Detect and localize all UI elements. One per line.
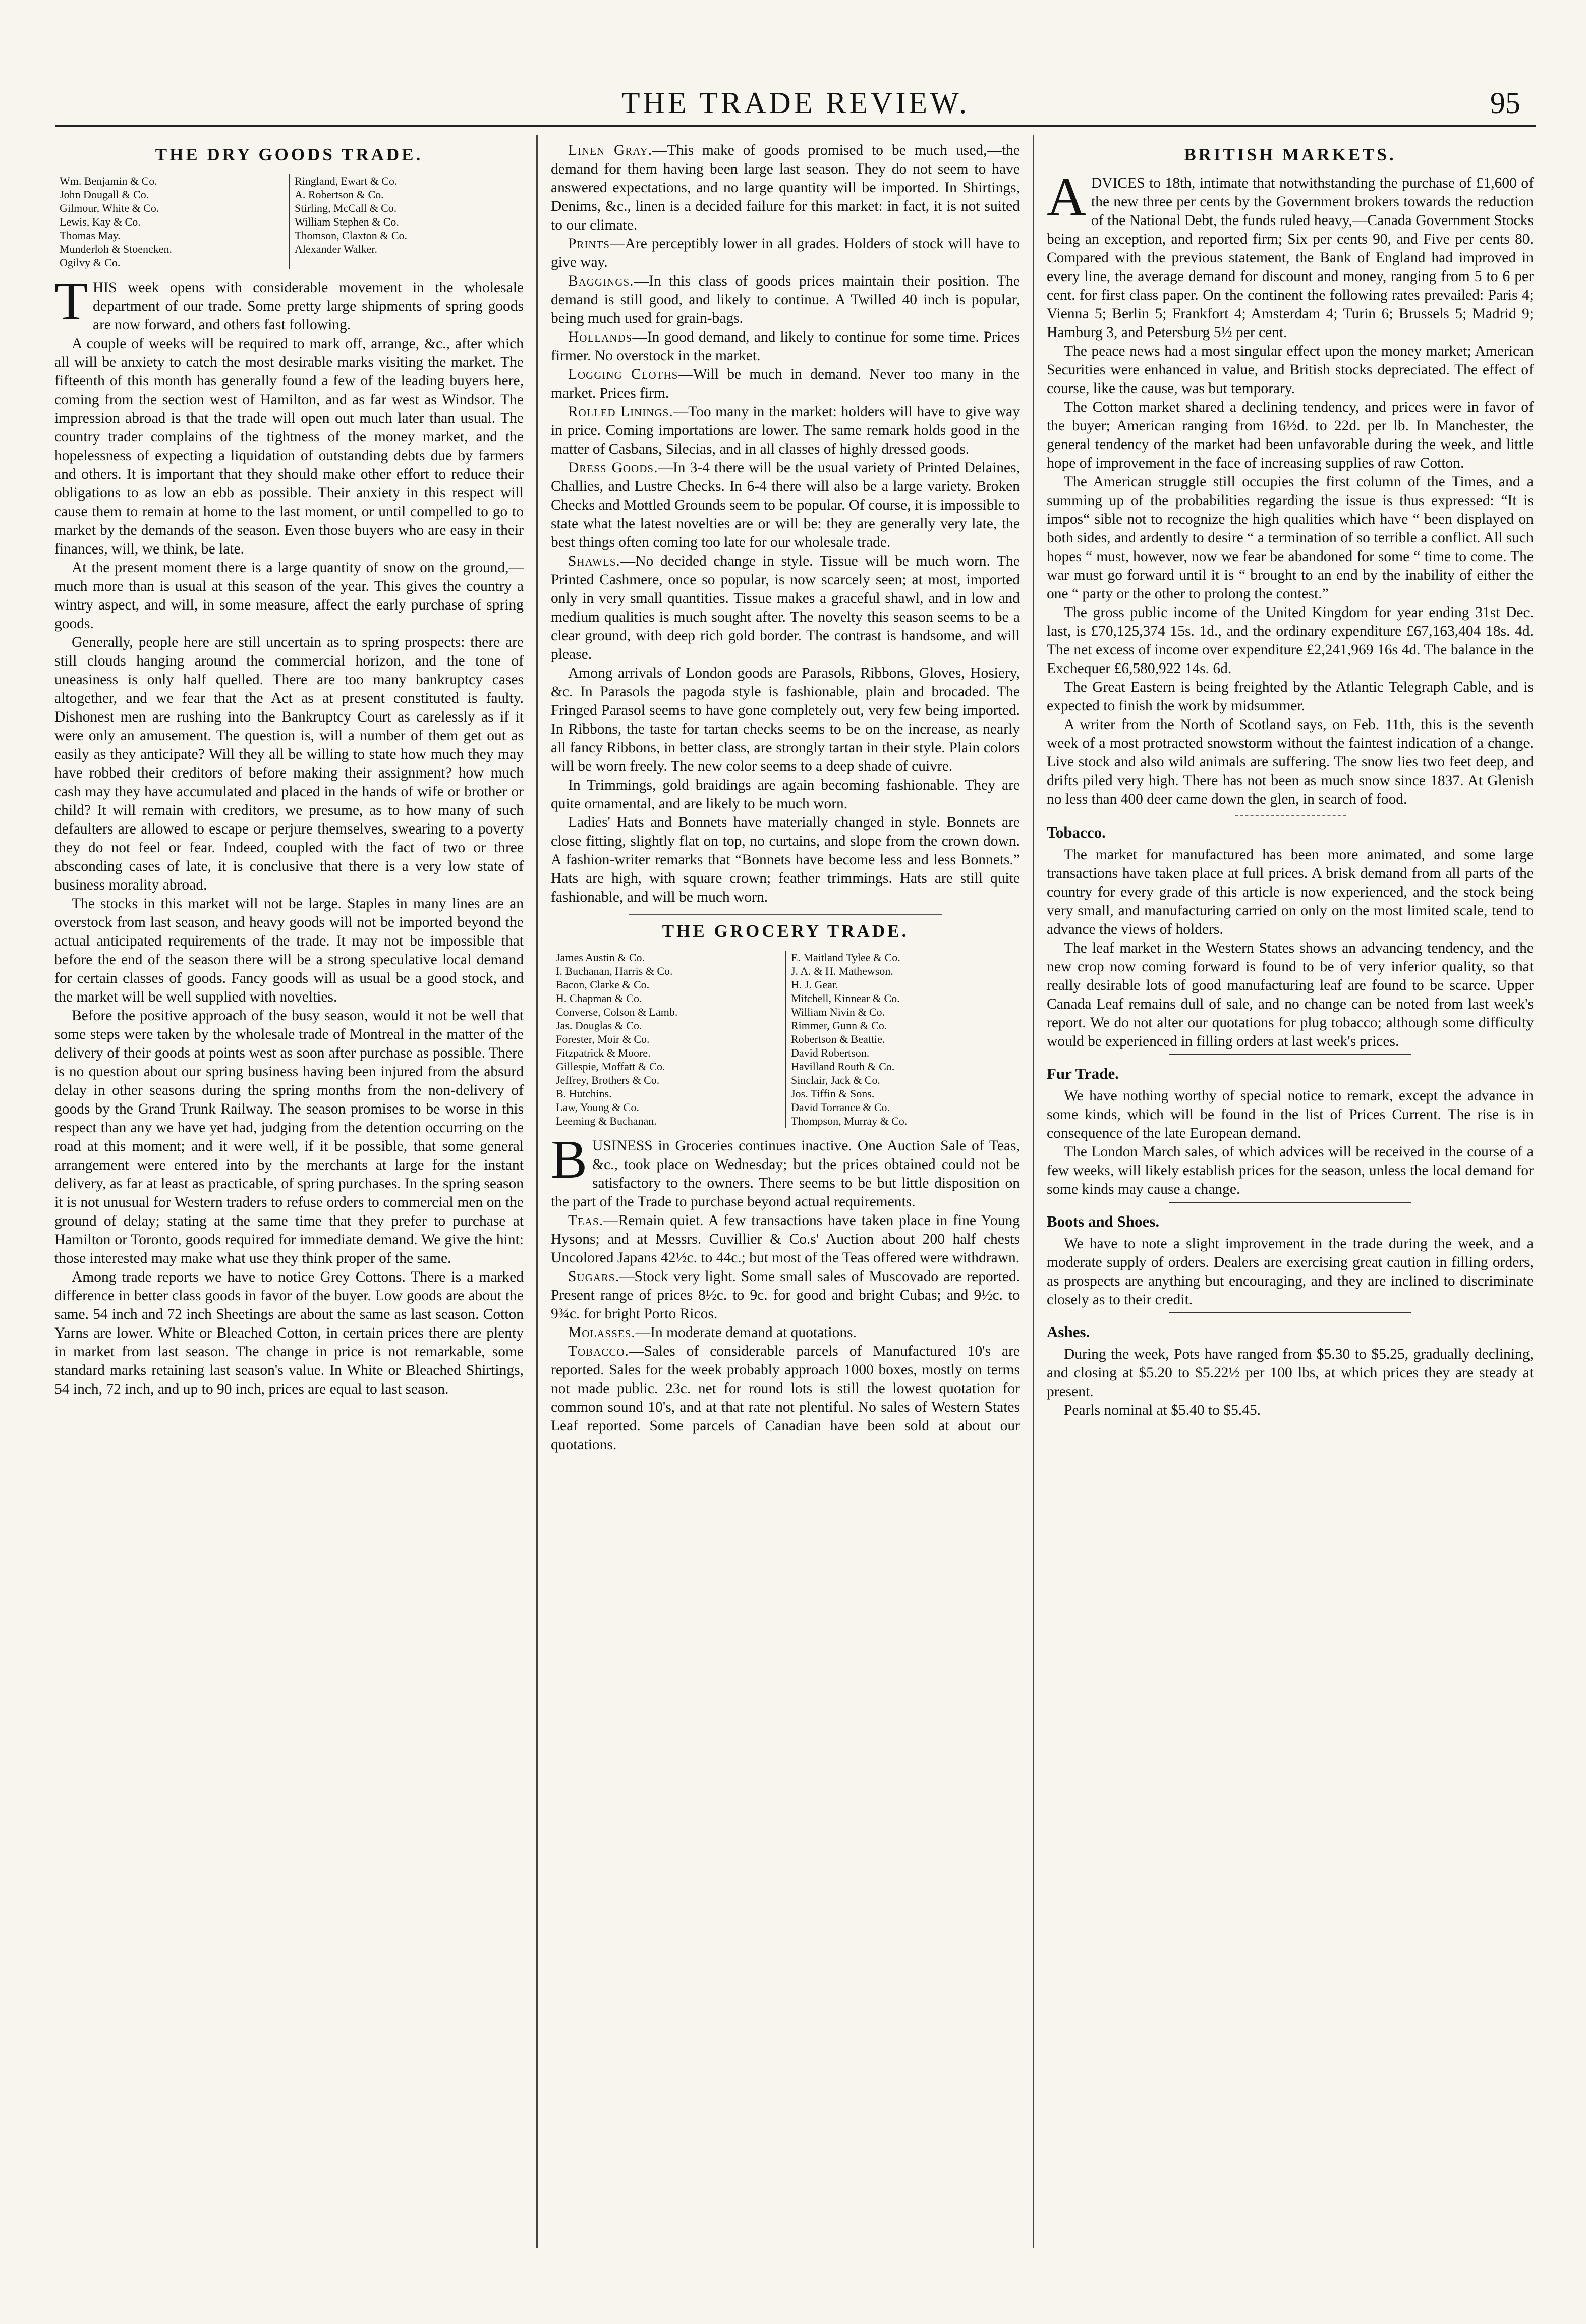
market-item xyxy=(551,235,1020,272)
section-title-british-markets: BRITISH MARKETS. xyxy=(1184,145,1396,164)
subhead-boots-and-shoes: Boots and Shoes. xyxy=(1047,1212,1160,1230)
section-title-dry-goods: THE DRY GOODS TRADE. xyxy=(155,145,423,164)
section-divider xyxy=(1235,815,1346,816)
market-item xyxy=(551,403,1020,459)
firm-name: A. Robertson & Co. xyxy=(295,188,384,201)
market-item xyxy=(551,1342,1020,1454)
item-text: —In moderate demand at quotations. xyxy=(635,1324,857,1341)
dry-goods-items xyxy=(551,141,1020,664)
paragraph: The peace news had a most singular effect upon the money market; American Securities were enhanced in value, and British stocks depreciated. The effect of course, like the cause, was but temporary. xyxy=(1047,343,1534,397)
drop-cap: T xyxy=(54,271,88,331)
item-heading: Baggings. xyxy=(568,273,634,289)
column-dry-goods xyxy=(54,141,524,2248)
item-text: —No decided change in style. Tissue will be much worn. The Printed Cashmere, once so popular, is now scarcely seen; at most, imported only in very small quantities. Tissue makes a graceful shawl, and in low and medium qualities is much sought after. The novelty this season seems to be a clear ground, with deep rich gold border. The contrast is handsome, and will please. xyxy=(551,553,1020,662)
firm-name: Converse, Colson & Lamb. xyxy=(556,1006,678,1018)
firm-name: Gilmour, White & Co. xyxy=(60,202,159,214)
column-divider xyxy=(1033,135,1034,2248)
ashes-body xyxy=(1047,1345,1534,1420)
firm-name: Ringland, Ewart & Co. xyxy=(295,175,398,187)
paragraph: We have nothing worthy of special notice to remark, except the advance in some kinds, which will be found in the list of Prices Current. The rise is in consequence of the late European demand. xyxy=(1047,1088,1534,1141)
item-heading: Shawls. xyxy=(568,553,620,569)
firm-name: J. A. & H. Mathewson. xyxy=(791,965,893,977)
dry-goods-body xyxy=(54,335,524,1399)
firm-name: Munderloh & Stoencken. xyxy=(60,243,173,255)
paragraph: The stocks in this market will not be large. Staples in many lines are an overstock from last season, and heavy goods will not be imported beyond the actual anticipated requirements of the trade. It may not be impossible that before the end of the season there will be a strong speculative local demand for certain classes of goods. Fancy goods will as usual be a good stock, and the market will be well supplied with novelties. xyxy=(54,896,524,1005)
british-markets-lead-paragraph xyxy=(1047,167,1534,342)
paragraph: The London March sales, of which advices will be received in the course of a few weeks, will likely establish prices for the season, unless the local demand for some kinds may cause a change. xyxy=(1047,1144,1534,1197)
firm-name: E. Maitland Tylee & Co. xyxy=(791,951,900,964)
firm-name: Bacon, Clarke & Co. xyxy=(556,978,650,991)
paragraph: At the present moment there is a large quantity of snow on the ground,—much more than is usual at this season of the year. This gives the country a wintry aspect, and will, in some measure, affect the early purchase of spring goods. xyxy=(54,560,524,632)
paragraph: The leaf market in the Western States shows an advancing tendency, and the new crop now coming forward is found to be of very inferior quality, so that really desirable lots of good manufacturing leaf are found to be scarce. Upper Canada Leaf remains dull of sale, and no change can be noted from last week's report. We do not alter our quotations for plug tobacco; although some difficulty would be experienced in filling orders at last week's prices. xyxy=(1047,940,1534,1049)
lead-text: HIS week opens with considerable movement in the wholesale department of our trade. Some pretty large shipments of spring goods are now forward, and others fast following. xyxy=(92,280,524,333)
firm-name: Jas. Douglas & Co. xyxy=(556,1019,642,1032)
firm-name: William Stephen & Co. xyxy=(295,215,399,228)
item-heading: Teas. xyxy=(568,1212,604,1229)
item-text: —Too many in the market: holders will have to give way in price. Coming importations are lower. The same remark holds good in the matter of Casbans, Silecias, and in all classes of highly dressed goods. xyxy=(551,404,1020,457)
market-item xyxy=(551,1267,1020,1323)
section-divider xyxy=(1169,1312,1411,1313)
firm-name: Sinclair, Jack & Co. xyxy=(791,1074,880,1086)
paragraph: The gross public income of the United Kingdom for year ending 31st Dec. last, is £70,125,374 15s. 1d., and the ordinary expenditure £67,163,404 18s. 4d. The net excess of income over expenditure £2,241,969 16s 4d. The balance in the Exchequer £6,580,922 14s. 6d. xyxy=(1047,604,1534,677)
firm-name: Leeming & Buchanan. xyxy=(556,1115,657,1127)
paragraph: Ladies' Hats and Bonnets have materially changed in style. Bonnets are close fitting, slightly flat on top, no curtains, and slope from the crown down. A fashion-writer remarks that “Bonnets have become less and less Bonnets.” Hats are high, with square crown; feather trimmings. Hats are still quite fashionable, and will be much worn. xyxy=(551,814,1020,905)
paragraph: A writer from the North of Scotland says, on Feb. 11th, this is the seventh week of a most protracted snowstorm without the faintest indication of a change. Live stock and also wild animals are suffering. The snow lies two feet deep, and drifts piled very high. There has not been as much snow since 1837. At Glenish no less than 400 deer came down the glen, in search of food. xyxy=(1047,716,1534,807)
grocery-firm-list xyxy=(551,951,1020,1128)
item-heading: Dress Goods. xyxy=(568,460,658,476)
firm-list-left xyxy=(551,951,785,1128)
item-text: —In this class of goods prices maintain their position. The demand is still good, and likely to continue. A Twilled 40 inch is popular, being much used for grain-bags. xyxy=(551,273,1020,326)
column-divider xyxy=(536,135,538,2248)
dry-goods-firm-list xyxy=(54,174,524,269)
firm-name: Mitchell, Kinnear & Co. xyxy=(791,992,900,1005)
item-heading: Rolled Linings. xyxy=(568,404,673,420)
market-item xyxy=(551,552,1020,664)
drop-cap: A xyxy=(1047,167,1086,227)
item-text: —Stock very light. Some small sales of Muscovado are reported. Present range of prices 8½c. to 9c. for good and bright Cubas; and 9½c. to 9¾c. for bright Porto Ricos. xyxy=(551,1268,1020,1322)
firm-name: Robertson & Beattie. xyxy=(791,1033,885,1045)
grocery-lead-paragraph xyxy=(551,1130,1020,1211)
paragraph: During the week, Pots have ranged from $5.30 to $5.25, gradually declining, and closing at $5.20 to $5.22½ per 100 lbs, at which prices they are steady at present. xyxy=(1047,1346,1534,1400)
paragraph: Pearls nominal at $5.40 to $5.45. xyxy=(1064,1402,1261,1418)
item-heading: Tobacco. xyxy=(568,1343,629,1359)
grocery-items xyxy=(551,1211,1020,1454)
dry-goods-lead-paragraph xyxy=(54,271,524,335)
item-heading: Hollands xyxy=(568,329,633,345)
lead-text: DVICES to 18th, intimate that notwithstanding the purchase of £1,600 of the new three per cents by the Government brokers towards the reduction of the National Debt, the funds ruled heavy,—Canada Government Stocks being an exception, and reported firm; Six per cents 90, and Five per cents 80. Compared with the previous statement, the Bank of England had improved in every line, the average demand for discount and money, ranging from 5 to 6 per cent. for first class paper. On the continent the following rates prevailed: Paris 4; Vienna 5; Berlin 5; Frankfort 4; Amsterdam 4; Turin 6; Brussels 5; Madrid 9; Hamburg 3, and Petersburg 5½ per cent. xyxy=(1047,175,1534,341)
paragraph: A couple of weeks will be required to mark off, arrange, &c., after which all will be anxiety to catch the most desirable marks visiting the market. The fifteenth of this month has generally found a few of the leading buyers here, coming from the section west of Hamilton, and as far west as Windsor. The impression abroad is that the trade will open out much later than usual. The country trader complains of the tightness of the money market, and the hopelessness of expecting a liquidation of outstanding debts due by farmers and others. It is important that they should make other effort to reduce their obligations to as low an ebb as possible. Their anxiety in this respect will cause them to remain at home to the last moment, or until compelled to go to market by the demands of the season. Even those buyers who are easy in their finances, will, we think, be late. xyxy=(54,336,524,557)
firm-name: Wm. Benjamin & Co. xyxy=(60,175,157,187)
item-heading: Prints xyxy=(568,236,610,252)
firm-name: Jeffrey, Brothers & Co. xyxy=(556,1074,660,1086)
firm-list-right xyxy=(785,951,1020,1128)
subhead-tobacco: Tobacco. xyxy=(1047,823,1106,841)
firm-name: Lewis, Kay & Co. xyxy=(60,215,141,228)
section-title-grocery: THE GROCERY TRADE. xyxy=(662,921,909,941)
market-item xyxy=(551,141,1020,235)
firm-list-left xyxy=(54,174,289,269)
lead-text: USINESS in Groceries continues inactive. One Auction Sale of Teas, &c., took place on Wednesday; but the prices obtained could not be satisfactory to the owners. There seems to be but little disposition on the part of the Trade to purchase beyond actual requirements. xyxy=(551,1138,1020,1210)
firm-name: Havilland Routh & Co. xyxy=(791,1060,895,1073)
section-divider xyxy=(1169,1054,1411,1055)
paragraph: Among trade reports we have to notice Grey Cottons. There is a marked difference in better class goods in favor of the buyer. Low goods are about the same. 54 inch and 72 inch Sheetings are about the same as last season. Cotton Yarns are lower. White or Bleached Cotton, in certain prices there are plenty in market from last season. The change in price is not remarkable, some standard marks retaining last season's value. In White or Bleached Shirtings, 54 inch, 72 inch, and up to 90 inch, prices are equal to last season. xyxy=(54,1269,524,1397)
british-markets-body xyxy=(1047,342,1534,809)
market-item xyxy=(551,365,1020,403)
column-british-markets xyxy=(1047,141,1534,2248)
firm-name: John Dougall & Co. xyxy=(60,188,149,201)
paragraph: The Great Eastern is being freighted by the Atlantic Telegraph Cable, and is expected to finish the work by midsummer. xyxy=(1047,679,1534,714)
section-divider xyxy=(629,914,942,915)
paragraph: The American struggle still occupies the first column of the Times, and a summing up of the probabilities regarding the issue is thus expressed: “It is impos“ sible not to recognize the high qualities which have “ been displayed on both sides, and ardently to desire “ a termination of so terrible a conflict. All such hopes “ must, however, now we fear be abandoned for some “ time to come. The war must go forward until it is “ brought to an end by the inability of either the one “ party or the other to prolong the contest.” xyxy=(1047,474,1534,602)
firm-name: Thomas May. xyxy=(60,229,121,242)
page-number: 95 xyxy=(1490,86,1520,120)
market-item xyxy=(551,1323,1020,1342)
firm-name: I. Buchanan, Harris & Co. xyxy=(556,965,673,977)
firm-name: Jos. Tiffin & Sons. xyxy=(791,1087,875,1100)
firm-name: H. Chapman & Co. xyxy=(556,992,642,1005)
firm-name: Law, Young & Co. xyxy=(556,1101,639,1114)
item-text: —Sales of considerable parcels of Manufactured 10's are reported. Sales for the week probably approach 1000 boxes, mostly on terms not made public. 23c. net for round lots is still the lowest quotation for common sound 10's, and at that rate not plentiful. No sales of Western States Leaf reported. Some parcels of Canadian have been sold at about our quotations. xyxy=(551,1343,1020,1453)
boots-and-shoes-body xyxy=(1047,1235,1534,1309)
firm-name: James Austin & Co. xyxy=(556,951,645,964)
market-item xyxy=(551,459,1020,552)
paragraph: We have to note a slight improvement in the trade during the week, and a moderate supply of orders. Dealers are exercising great caution in filling orders, as prospects are anything but encouraging, and they are inclined to discriminate closely as to their credit. xyxy=(1047,1236,1534,1308)
column-dry-goods-continued xyxy=(551,141,1020,2248)
firm-name: B. Hutchins. xyxy=(556,1087,612,1100)
section-divider xyxy=(1169,1202,1411,1203)
firm-name: William Nivin & Co. xyxy=(791,1006,885,1018)
dry-goods-body-continued xyxy=(551,664,1020,907)
item-heading: Linen Gray. xyxy=(568,142,653,158)
firm-name: Forester, Moir & Co. xyxy=(556,1033,650,1045)
subhead-fur-trade: Fur Trade. xyxy=(1047,1065,1119,1082)
firm-name: H. J. Gear. xyxy=(791,978,838,991)
page-header xyxy=(55,76,1536,120)
item-text: —In 3-4 there will be the usual variety of Printed Delaines, Challies, and Lustre Checks. In 6-4 there will also be a large variety. Broken Checks and Mottled Grounds seem to be popular. Of course, it is impossible to state what the latest novelties are or will be: they are generally very late, the best things often coming too late for our wholesale trade. xyxy=(551,460,1020,550)
firm-name: David Robertson. xyxy=(791,1046,870,1059)
item-heading: Logging Cloths xyxy=(568,366,678,382)
firm-name: Ogilvy & Co. xyxy=(60,256,121,269)
market-item xyxy=(551,328,1020,365)
tobacco-body xyxy=(1047,846,1534,1051)
paragraph: Among arrivals of London goods are Parasols, Ribbons, Gloves, Hosiery, &c. In Parasols the pagoda style is fashionable, plain and brocaded. The Fringed Parasol seems to have gone completely out, very few being imported. In Ribbons, the taste for tartan checks seems to be on the increase, as nearly all fancy Ribbons, in better class, are strongly tartan in their style. Plain colors will be worn freely. The new color seems to a deep shade of cuivre. xyxy=(551,665,1020,774)
paragraph: Generally, people here are still uncertain as to spring prospects: there are still clouds hanging around the commercial horizon, and the tone of uneasiness is only half quelled. There are too many bankruptcy cases altogether, and we fear that the Act as at present constituted is faulty. Dishonest men are rushing into the Bankruptcy Court as carelessly as if it were only an amusement. The question is, will a number of them get out as easily as they anticipate? Will they all be willing to state how much they may have robbed their creditors of before making their assignment? how much cash may they have accumulated and placed in the hands of wife or brother or child? It will remain with creditors, we presume, as to how many of such defaulters are allowed to escape or perjure themselves, swearing to a poverty they do not feel or fear. Indeed, coupled with the fact of two or three absconding cases of late, it is conclusive that there is a very low state of business morality abroad. xyxy=(54,634,524,893)
item-text: —This make of goods promised to be much used,—the demand for them having been large last season. They do not seem to have answered expectations, and no large quantity will be imported. In Shirtings, Denims, &c., linen is a decided failure for this market: in fact, it is not suited to our climate. xyxy=(551,142,1020,233)
item-heading: Molasses. xyxy=(568,1324,636,1341)
firm-name: Rimmer, Gunn & Co. xyxy=(791,1019,887,1032)
publication-title: THE TRADE REVIEW. xyxy=(621,86,970,120)
fur-trade-body xyxy=(1047,1087,1534,1199)
item-text: —Are perceptibly lower in all grades. Holders of stock will have to give way. xyxy=(551,236,1020,270)
item-text: —In good demand, and likely to continue for some time. Prices firmer. No overstock in the market. xyxy=(551,329,1020,364)
subhead-ashes: Ashes. xyxy=(1047,1323,1090,1341)
firm-name: David Torrance & Co. xyxy=(791,1101,890,1114)
paragraph: The Cotton market shared a declining tendency, and prices were in favor of the buyer; American ranging from 16½d. to 22d. per lb. In Manchester, the general tendency of the market had been unfavorable during the week, and little hope of improvement in the face of increasing supplies of raw Cotton. xyxy=(1047,399,1534,471)
firm-name: Gillespie, Moffatt & Co. xyxy=(556,1060,665,1073)
header-rule xyxy=(55,125,1536,127)
firm-list-right xyxy=(289,174,524,269)
paragraph: The market for manufactured has been more animated, and some large transactions have taken place at full prices. A brisk demand from all parts of the country for every grade of this article is now experienced, and the stock being very small, and manufacturing carried on only on the most limited scale, tend to advance the views of holders. xyxy=(1047,847,1534,937)
item-heading: Sugars. xyxy=(568,1268,619,1285)
paragraph: In Trimmings, gold braidings are again becoming fashionable. They are quite ornamental, and are likely to be much worn. xyxy=(551,777,1020,812)
market-item xyxy=(551,272,1020,328)
drop-cap: B xyxy=(551,1130,588,1190)
firm-name: Thompson, Murray & Co. xyxy=(791,1115,908,1127)
paragraph: Before the positive approach of the busy season, would it not be well that some steps were taken by the wholesale trade of Montreal in the matter of the delivery of their goods at points west as soon after purchase as possible. There is no question about our spring business having been injured from the absurd delay in other seasons during the spring months from the non-delivery of goods by the Grand Trunk Railway. The season promises to be worse in this respect than any we have yet had, judging from the detention occurring on the road at this moment; and it were well, if it be possible, that some general arrangement were entered into by the merchants at large for the instant delivery, as far at least as practicable, of spring purchases. In the spring season it is not unusual for Western traders to refuse orders to commercial men on the ground of delay; stating at the same time that they prefer to purchase at Hamilton or Toronto, goods required for immediate demand. We give the hint: those interested may make what use they think proper of the same. xyxy=(54,1008,524,1266)
firm-name: Alexander Walker. xyxy=(295,243,377,255)
item-text: —Remain quiet. A few transactions have taken place in fine Young Hysons; and at Messrs. Cuvillier & Co.s' Auction about 200 half chests Uncolored Japans 42½c. to 44c.; but most of the Teas offered were withdrawn. xyxy=(551,1212,1020,1266)
item-text: —Will be much in demand. Never too many in the market. Prices firm. xyxy=(551,366,1020,401)
firm-name: Stirling, McCall & Co. xyxy=(295,202,397,214)
firm-name: Fitzpatrick & Moore. xyxy=(556,1046,651,1059)
market-item xyxy=(551,1211,1020,1267)
firm-name: Thomson, Claxton & Co. xyxy=(295,229,408,242)
